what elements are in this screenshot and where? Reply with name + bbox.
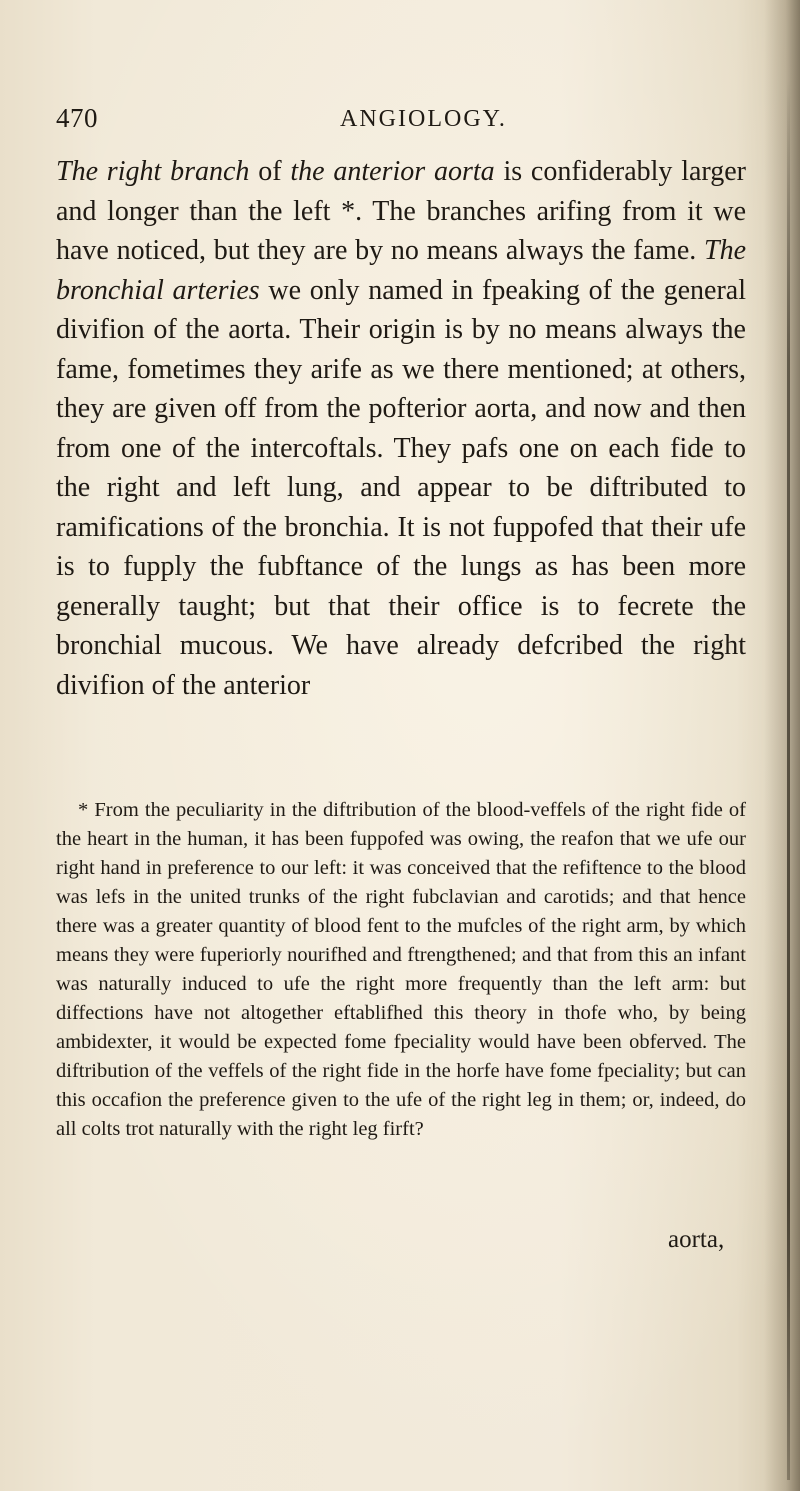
- main-paragraph: [56, 152, 746, 705]
- body-text-segment: of: [249, 156, 291, 187]
- page-number: 470: [56, 103, 98, 133]
- body-text-segment: is confiderably larger and longer than the left *. The branches arifing from it we have noticed, but they are by no means always the fame.: [56, 156, 747, 266]
- italic-phrase-bronchial-arteries: The bronchial arteries: [56, 235, 746, 306]
- body-text-segment: we only named in fpeaking of the general divifion of the aorta. Their origin is by no means always the fame, fometimes they arife as we there mentioned; at others, they are given off from the pofterior aorta, and now and then from one of the intercoftals. They pafs one on each fide to the right and left lung, and appear to be diftributed to ramifications of the bronchia. It is not fuppofed that their ufe is to fupply the fubftance of the lungs as has been more generally taught; but that their office is to fecrete the bronchial mucous. We have already defcribed the right divifion of the anterior: [56, 274, 746, 701]
- page-gutter-line: [787, 80, 790, 1480]
- page-header: [56, 103, 746, 143]
- footnote-text: * From the peculiarity in the diftribution of the blood-veffels of the right fide of the heart in the human, it has been fuppofed was owing, the reafon that we ufe our right hand in preference to our left: it was conceived that the refiftence to the blood was lefs in the united trunks of the right fubclavian and carotids; and that hence there was a greater quantity of blood fent to the mufcles of the right arm, by which means they were fuperiorly nourifhed and ftrengthened; and that from this an infant was naturally induced to ufe the right more frequently than the left arm: but diffections have not altogether eftablifhed this theory in thofe who, by being ambidexter, it would be expected fome fpeciality would have been obferved. The diftribution of the veffels of the right fide in the horfe have fome fpeciality; but can this occafion the preference given to the ufe of the right leg in them; or, indeed, do all colts trot naturally with the right leg firft?: [56, 799, 746, 1140]
- italic-phrase-right-branch: The right branch: [56, 156, 250, 187]
- italic-phrase-anterior-aorta: the anterior aorta: [290, 156, 495, 187]
- footnote: [56, 796, 746, 1144]
- running-head: ANGIOLOGY.: [340, 106, 507, 132]
- catchword: aorta,: [668, 1226, 725, 1253]
- page-edge-shadow: [764, 0, 800, 1491]
